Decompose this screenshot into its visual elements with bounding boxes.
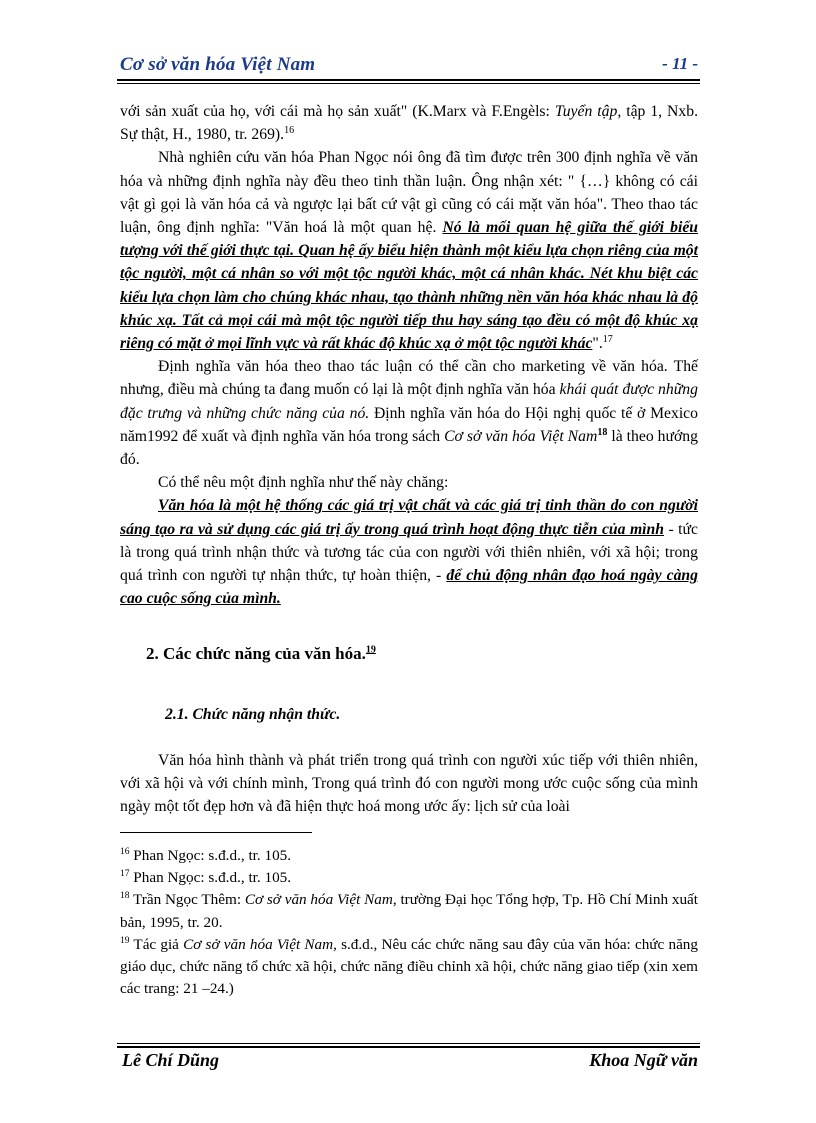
- footnote-text: Tác giả: [129, 935, 184, 953]
- p3-text: Định nghĩa văn hóa theo thao tác luận có thể cần cho marketing về văn hóa. Thế nhưng, điều mà chúng ta đang muốn có lại là một định nghĩa văn hóa: [120, 358, 698, 399]
- footnote-16: [120, 845, 698, 867]
- footnote-book-title: Cơ sở văn hóa Việt Nam: [244, 891, 393, 909]
- p2-text: Nhà nghiên cứu văn hóa Phan Ngọc nói ông đã tìm được trên 300 định nghĩa về văn hóa và những định nghĩa này đều theo tinh thần luận. Ông nhận xét: " {…} không có cái vật gì gọi là văn hóa cả và ngược lại bất cứ vật gì cũng có cái mặt văn hóa". Theo thao tác luận, ông định nghĩa: "Văn hoá là một quan hệ.: [120, 149, 698, 237]
- footer-rule: [117, 1043, 700, 1048]
- footnote-ref-18[interactable]: 18: [597, 426, 608, 438]
- footnote-number: 19: [120, 935, 130, 946]
- page-number: - 11 -: [662, 54, 698, 73]
- footnotes: [120, 845, 698, 1000]
- p5-emphasis-end: để chủ động nhân đạo hoá ngày càng cao cuộc sống của mình.: [120, 567, 699, 608]
- footnote-ref-17[interactable]: 17: [602, 333, 613, 345]
- footnote-ref-16[interactable]: 16: [284, 124, 295, 136]
- section-body: [120, 749, 698, 819]
- paragraph-2: [120, 146, 698, 355]
- page-header: [120, 54, 700, 78]
- body-text: [120, 100, 698, 610]
- p5-mid: - tức là trong quá trình nhận thức và tương tác của con người với thiên nhiên, với xã hội; trong quá trình con người tự nhận thức, tự hoàn thiện, -: [120, 520, 698, 585]
- p1-tail: tập 1, Nxb. Sự thật, H., 1980, tr. 269).: [120, 103, 698, 144]
- section-heading: [146, 644, 376, 664]
- footnote-19: [120, 934, 698, 1001]
- p5-definition: Văn hóa là một hệ thống các giá trị vật chất và các giá trị tinh thần do con người sáng tạo ra và sử dụng các giá trị ấy trong quá trình hoạt động thực tiễn của mình: [120, 497, 698, 538]
- footnote-text: , trường Đại học Tổng hợp, Tp. Hồ Chí Minh xuất bản, 1995, tr. 20.: [120, 891, 698, 931]
- footnote-number: 17: [120, 869, 130, 880]
- footer-author: Lê Chí Dũng: [122, 1050, 220, 1070]
- p1-italic: Tuyển tập,: [554, 103, 622, 120]
- paragraph-1: [120, 100, 698, 146]
- header-rule: [117, 79, 700, 84]
- p3-mid: Định nghĩa văn hóa do Hội nghị quốc tế ở Mexico năm1992 để xuất và định nghĩa văn hóa trong sách: [120, 404, 698, 445]
- footnote-text: , s.đ.d., Nêu các chức năng sau đây của văn hóa: chức năng giáo dục, chức năng tổ chức xã hội, chức năng điều chỉnh xã hội, chức năng giao tiếp (xin xem các trang: 21 –24.): [120, 935, 698, 998]
- footnote-separator: [120, 832, 312, 833]
- footnote-number: 16: [120, 846, 130, 857]
- header-title: Cơ sở văn hóa Việt Nam: [120, 54, 316, 75]
- footnote-text: Trần Ngọc Thêm:: [129, 891, 245, 909]
- section-paragraph: Văn hóa hình thành và phát triển trong quá trình con người xúc tiếp với thiên nhiên, với xã hội và với chính mình, Trong quá trình đó con người mong ước cuộc sống của mình ngày một tốt đẹp hơn và đã hiện thực hoá mong ước ấy: lịch sử của loài: [120, 752, 698, 816]
- paragraph-3: [120, 355, 698, 471]
- p1-text: với sản xuất của họ, với cái mà họ sản xuất" (K.Marx và F.Engèls:: [120, 103, 555, 120]
- paragraph-4: Có thể nêu một định nghĩa như thế này chăng:: [158, 474, 449, 492]
- footnote-18: [120, 889, 698, 933]
- paragraph-5: [120, 494, 698, 610]
- footnote-number: 18: [120, 891, 130, 902]
- footnote-ref-19[interactable]: 19: [365, 644, 376, 656]
- footnote-book-title: Cơ sở văn hóa Việt Nam: [183, 935, 334, 953]
- p3-italic: khái quát được những đặc trưng và những chức năng của nó.: [120, 381, 698, 422]
- footnote-17: [120, 867, 698, 889]
- footnote-text: Phan Ngọc: s.đ.d., tr. 105.: [129, 869, 292, 887]
- footer-faculty: Khoa Ngữ văn: [589, 1050, 698, 1070]
- p2-emphasis: Nó là mối quan hệ giữa thế giới biểu tượng với thế giới thực tại. Quan hệ ấy biểu hiện thành một kiểu lựa chọn riêng của một tộc người, một cá nhân so với một tộc người khác, một cá nhân khác. Nét khu biệt các kiểu lựa chọn làm cho chúng khác nhau, tạo thành những nền văn hóa khác nhau là độ khúc xạ. Tất cả mọi cái mà một tộc người tiếp thu hay sáng tạo đều có một độ khúc xạ riêng có mặt ở mọi lĩnh vực và rất khác độ khúc xạ ở một tộc người khác: [120, 219, 699, 353]
- p3-tail: là theo hướng đó.: [120, 427, 698, 469]
- subsection-heading: 2.1. Chức năng nhận thức.: [165, 706, 341, 723]
- p2-tail: ".: [592, 335, 603, 353]
- footnote-text: Phan Ngọc: s.đ.d., tr. 105.: [129, 847, 292, 864]
- section-heading-text: 2. Các chức năng của văn hóa.: [146, 644, 366, 663]
- p3-book-title: Cơ sở văn hóa Việt Nam: [444, 427, 598, 445]
